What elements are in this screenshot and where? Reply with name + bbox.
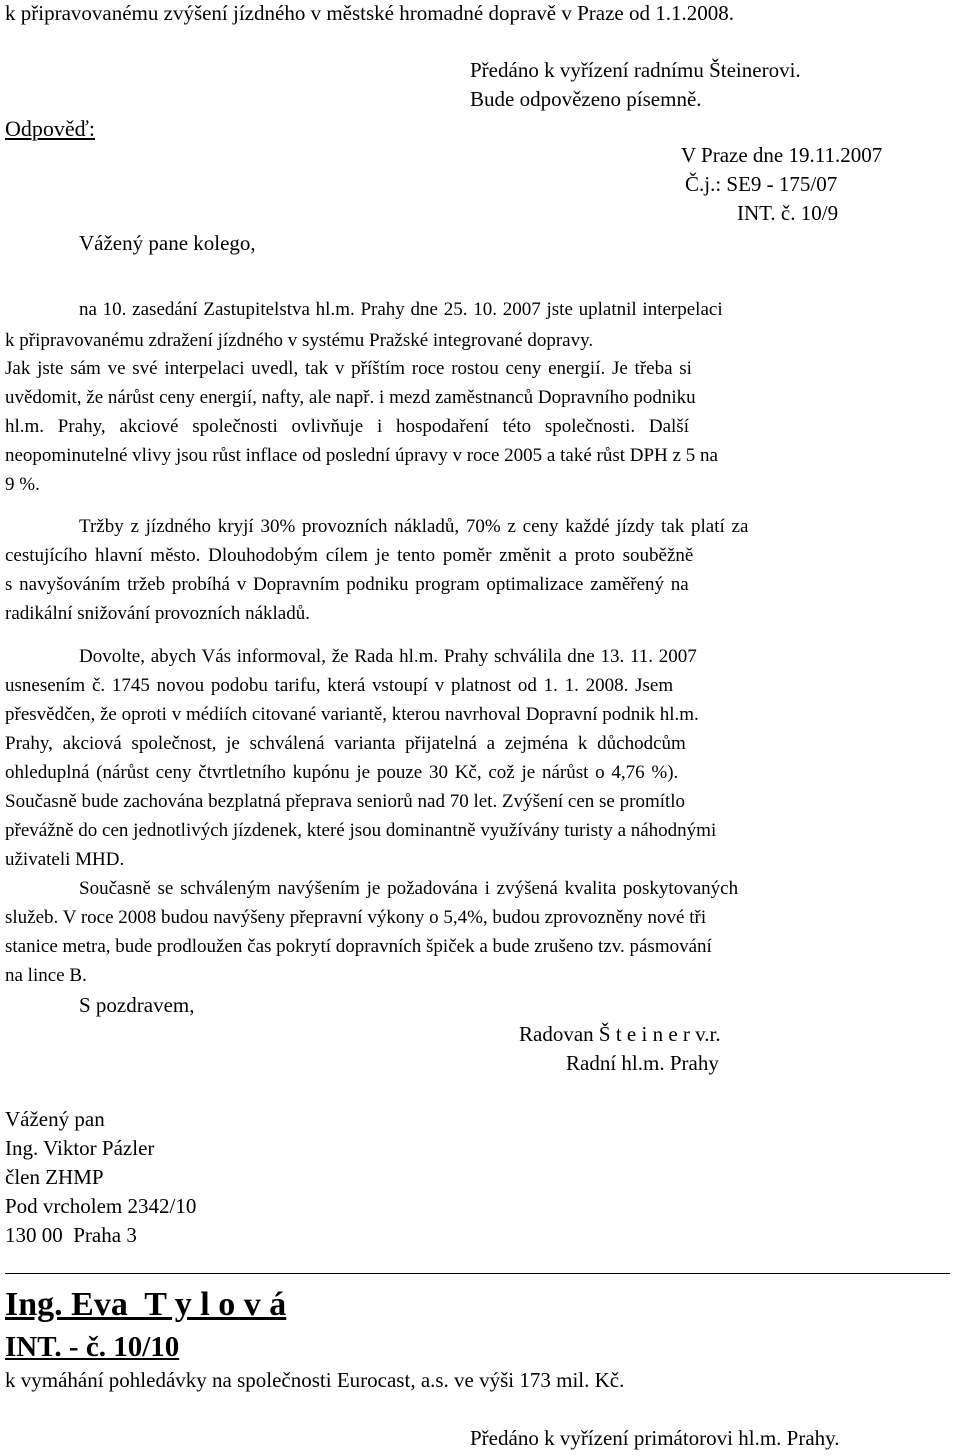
answer-label: Odpověď: (5, 116, 95, 141)
signature-name: Radovan Š t e i n e r v.r. (519, 1022, 721, 1046)
paragraph-line: radikální snižování provozních nákladů. (5, 603, 310, 624)
line-text: na 10. zasedání Zastupitelstva hl.m. Prahy dne 25. 10. 2007 jste uplatnil interpelaci (79, 299, 723, 320)
next-referral: Předáno k vyřízení primátorovi hl.m. Prahy. (470, 1426, 840, 1450)
paragraph-line: na lince B. (5, 965, 87, 986)
referral-note: Předáno k vyřízení radnímu Šteinerovi. (470, 58, 801, 82)
paragraph-line (79, 300, 955, 319)
paragraph-line: neopominutelné vlivy jsou růst inflace od poslední úpravy v roce 2005 a také růst DPH z 5 na (5, 445, 718, 466)
paragraph-line: uživateli MHD. (5, 849, 125, 870)
paragraph-line: 9 %. (5, 474, 40, 495)
paragraph-line: k připravovanému zdražení jízdného v systému Pražské integrované dopravy. (5, 330, 594, 351)
paragraph-line: hl.m. Prahy, akciové společnosti ovlivňuje i hospodaření této společnosti. Další (5, 416, 689, 437)
paragraph-line: ohleduplná (nárůst ceny čtvrtletního kupónu je pouze 30 Kč, což je nárůst o 4,76 %). (5, 762, 679, 783)
paragraph-line: služeb. V roce 2008 budou navýšeny přepravní výkony o 5,4%, budou zprovozněny nové tři (5, 907, 707, 928)
interpellation-number: INT. č. 10/9 (737, 201, 839, 225)
closing: S pozdravem, (79, 993, 195, 1017)
paragraph-line: Tržby z jízdného kryjí 30% provozních nákladů, 70% z ceny každé jízdy tak platí za (79, 516, 749, 537)
salutation: Vážený pane kolego, (79, 231, 256, 255)
paragraph-line: cestujícího hlavní město. Dlouhodobým cílem je tento poměr změnit a proto souběžně (5, 545, 694, 566)
paragraph-line: uvědomit, že nárůst ceny energií, nafty, ale např. i mezd zaměstnanců Dopravního podniku (5, 387, 696, 408)
next-subject: k vymáhání pohledávky na společnosti Eurocast, a.s. ve výši 173 mil. Kč. (5, 1368, 625, 1392)
paragraph-line: Dovolte, abych Vás informoval, že Rada hl.m. Prahy schválila dne 13. 11. 2007 (79, 646, 697, 667)
paragraph-line: s navyšováním tržeb probíhá v Dopravním podniku program optimalizace zaměřený na (5, 574, 689, 595)
paragraph-line: usnesením č. 1745 novou podobu tarifu, která vstoupí v platnost od 1. 1. 2008. Jsem (5, 675, 674, 696)
recipient-salutation: Vážený pan (5, 1107, 105, 1131)
place-date: V Praze dne 19.11.2007 (681, 143, 883, 167)
paragraph-line: Současně bude zachována bezplatná přeprava seniorů nad 70 let. Zvýšení cen se promítlo (5, 791, 686, 812)
recipient-city: 130 00 Praha 3 (5, 1223, 137, 1247)
paragraph-line: přesvědčen, že oproti v médiích citované variantě, kterou navrhoval Dopravní podnik hl.m. (5, 704, 699, 725)
next-int-number: INT. - č. 10/10 (5, 1331, 180, 1363)
paragraph-line: převážně do cen jednotlivých jízdenek, které jsou dominantně využívány turisty a náhodnými (5, 820, 717, 841)
recipient-name: Ing. Viktor Pázler (5, 1136, 155, 1160)
subject-line: k připravovanému zvýšení jízdného v městské hromadné dopravě v Praze od 1.1.2008. (5, 1, 734, 25)
paragraph-line: stanice metra, bude prodloužen čas pokrytí dopravních špiček a bude zrušeno tzv. pásmování (5, 936, 712, 957)
recipient-role: člen ZHMP (5, 1165, 104, 1189)
reply-note: Bude odpovězeno písemně. (470, 87, 702, 111)
signature-role: Radní hl.m. Prahy (566, 1051, 719, 1075)
paragraph-line: Prahy, akciová společnost, je schválená varianta přijatelná a zejména k důchodcům (5, 733, 686, 754)
reference-number: Č.j.: SE9 - 175/07 (685, 172, 838, 196)
section-divider (5, 1273, 950, 1274)
paragraph-line: Jak jste sám ve své interpelaci uvedl, tak v příštím roce rostou ceny energií. Je třeba si (5, 358, 692, 379)
paragraph-line: Současně se schváleným navýšením je požadována i zvýšená kvalita poskytovaných (79, 878, 739, 899)
next-author: Ing. Eva T y l o v á (5, 1286, 287, 1323)
recipient-street: Pod vrcholem 2342/10 (5, 1194, 197, 1218)
